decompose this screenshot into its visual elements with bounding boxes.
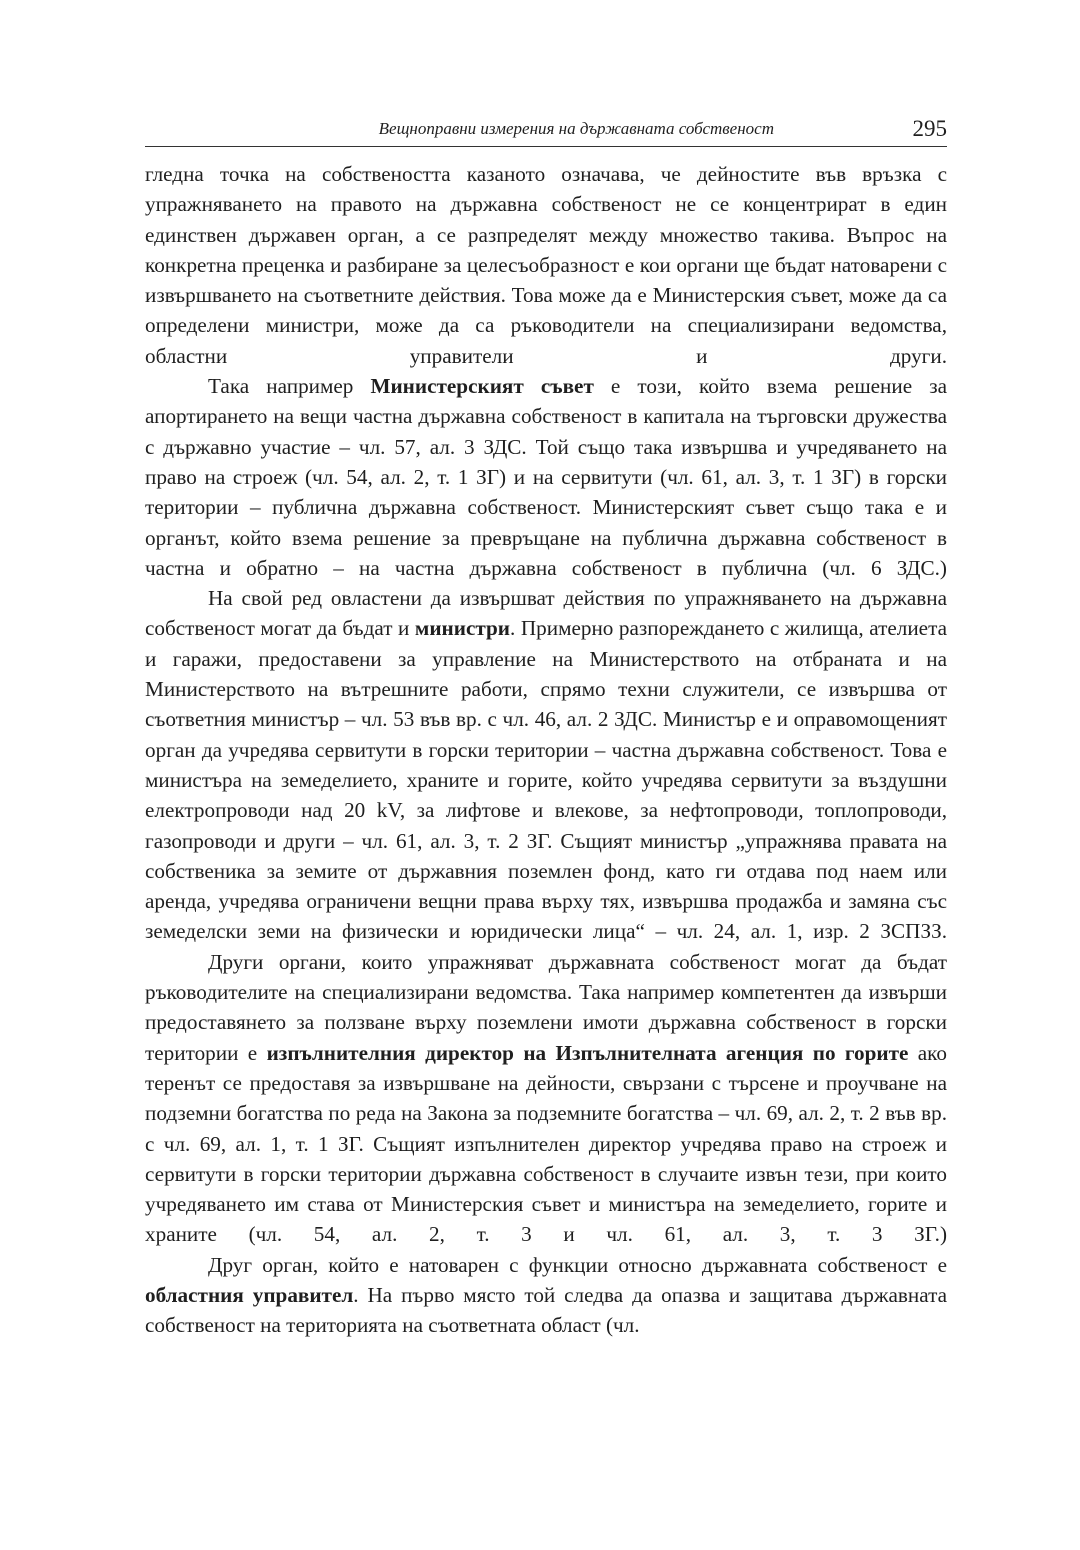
page-number: 295	[912, 116, 947, 141]
paragraph	[145, 1250, 947, 1341]
text-segment: . Примерно разпореждането с жилища, ателиета и гаражи, предоставени за управление на Министерството на отбраната и на Министерството на вътрешните работи, спрямо техни служители, се извършва от съответния министър – чл. 53 във вр. с чл. 46, ал. 2 ЗДС. Министър е и оправомощеният орган да учредява сервитути в горски територии – частна държавна собственост. Това е министъра на земеделието, храните и горите, който учредява сервитути за въздушни електропроводи над 20 kV, за лифтове и влекове, за нефтопроводи, топлопроводи, газопроводи и други – чл. 61, ал. 3, т. 2 ЗГ. Същият министър „упражнява правата на собственика за земите от държавния поземлен фонд, като ги отдава под наем или аренда, учредява ограничени вещни права върху тях, извършва продажба и замяна със земеделски земи на физически и юридически лица“ – чл. 24, ал. 1, изр. 2 ЗСПЗЗ.	[145, 616, 947, 944]
paragraph	[145, 583, 947, 947]
paragraph	[145, 371, 947, 583]
text-segment: На свой ред овластени да извършват действия по упражняването на държавна собственост могат да бъдат и	[145, 586, 947, 641]
bold-term: изпълнителния директор на Изпълнителната агенция по горите	[266, 1040, 909, 1065]
text-segment: ако теренът се предоставя за извършване на дейности, свързани с търсене и проучване на подземни богатства по реда на Закона за подземните богатства – чл. 69, ал. 2, т. 2 във вр. с чл. 69, ал. 1, т. 1 ЗГ. Същият изпълнителен директор учредява право на строеж и сервитути в горски територии държавна собственост в случаите извън тези, при които учредяването им става от Министерския съвет и министъра на земеделието, горите и храните (чл. 54, ал. 2, т. 3 и чл. 61, ал. 3, т. 3 ЗГ.)	[145, 1040, 947, 1247]
bold-term: Министерският съвет	[370, 374, 594, 399]
text-segment: е този, който взема решение за апортирането на вещи частна държавна собственост в капитала на търговски дружества с държавно участие – чл. 57, ал. 3 ЗДС. Той също така извършва и учредяването на право на строеж (чл. 54, ал. 2, т. 1 ЗГ) и на сервитути (чл. 61, ал. 3, т. 1 ЗГ) в горски територии – публична държавна собственост. Министерският съвет също така е и органът, който взема решение за превръщане на публична държавна собственост в частна и обратно – на частна държавна собственост в публична (чл. 6 ЗДС.)	[145, 374, 947, 580]
body-text	[145, 159, 947, 1341]
bold-term: областния управител	[145, 1282, 354, 1307]
bold-term: министри	[414, 616, 511, 641]
text-segment: Други органи, които упражняват държавната собственост могат да бъдат ръководителите на специализирани ведомства. Така например компетентен да извърши предоставянето за ползване върху поземлени имоти държавна собственост в горски територии е	[145, 949, 947, 1065]
running-title: Вещноправни измерения на държавната собственост	[378, 119, 774, 138]
text-segment: Така например	[208, 374, 371, 399]
paragraph	[145, 159, 947, 371]
text-segment: Друг орган, който е натоварен с функции относно държавната собственост е	[208, 1252, 947, 1277]
paragraph	[145, 947, 947, 1250]
running-header	[145, 110, 947, 147]
text-segment: . На първо място той следва да опазва и защитава държавната собственост на територията на съответната област (чл.	[145, 1282, 947, 1338]
text-segment: гледна точка на собствеността казаното означава, че дейностите във връзка с упражняването на правото на държавна собственост не се концентрират в един единствен държавен орган, а се разпределят между множество такива. Въпрос на конкретна преценка и разбиране за целесъобразност е кои органи ще бъдат натоварени с извършването на съответните действия. Това може да е Министерския съвет, може да са определени министри, може да са ръководители на специализирани ведомства, областни управители и други.	[145, 162, 947, 368]
